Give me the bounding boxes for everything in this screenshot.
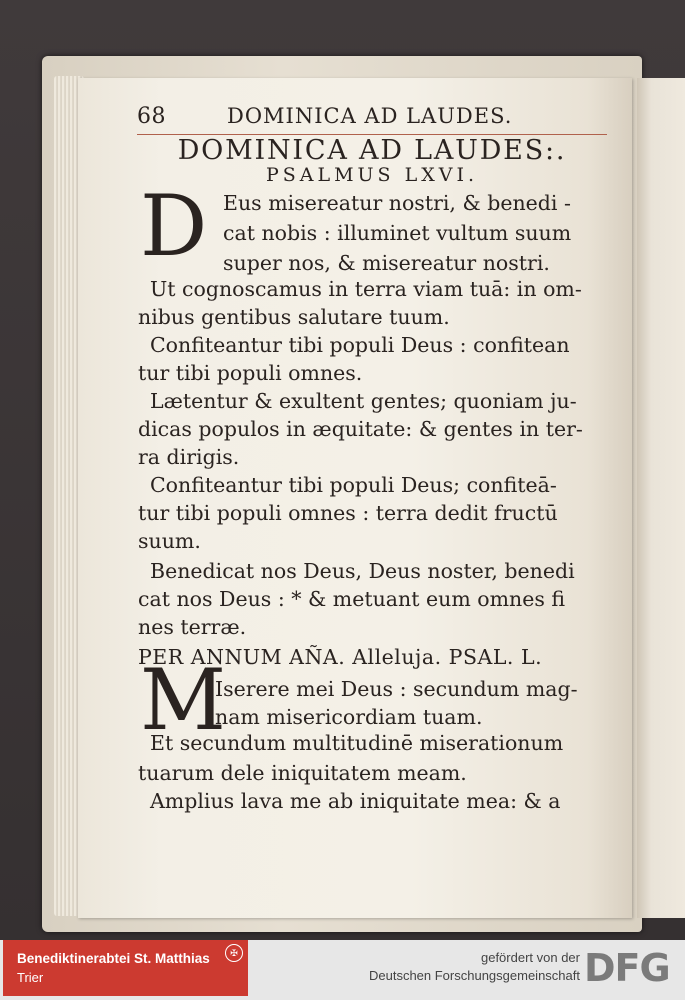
facing-page-edge [637,78,685,918]
page-header [137,100,607,135]
psalm-heading: PSALMUS LXVI. [265,164,479,186]
section-title: DOMINICA AD LAUDES:. [177,135,567,166]
drop-capital-d: D [140,177,208,275]
psalm-verse: Ut cognoscamus in terra viam tuā: in om- [150,277,582,301]
abbey-logo-icon: ✠ [225,944,243,962]
psalm-verse: Benedicat nos Deus, Deus noster, benedi [150,559,575,583]
dfg-logo: DFG [584,946,670,990]
psalm-line: nam misericordiam tuam. [215,705,483,729]
psalm-line: super nos, & misereatur nostri. [223,251,550,275]
institution-badge [3,940,248,996]
drop-capital-m: M [140,651,227,749]
psalm-line: Eus misereatur nostri, & benedi - [223,191,571,215]
institution-name: Benediktinerabtei St. Matthias [17,951,210,966]
psalm-verse: Confiteantur tibi populi Deus : confitean [150,333,570,357]
psalm-verse: Et secundum multitudinē miserationum [150,731,564,755]
psalm-line: cat nobis : illuminet vultum suum [223,221,572,245]
funder-name: Deutschen Forschungsgemeinschaft [368,968,580,983]
institution-city: Trier [17,970,44,985]
psalm-line: nibus gentibus salutare tuum. [138,305,450,329]
running-title: DOMINICA AD LAUDES. [227,104,513,128]
page-number: 68 [137,104,166,129]
psalm-line: tuarum dele iniquitatem meam. [138,761,467,785]
psalm-line: nes terræ. [138,615,247,639]
psalm-line: tur tibi populi omnes. [138,361,363,385]
footer-bar [0,940,685,1000]
psalm-line: ra dirigis. [138,445,240,469]
psalm-verse: Lætentur & exultent gentes; quoniam ju- [150,389,577,413]
psalm-verse: Amplius lava me ab iniquitate mea: & a [150,789,561,813]
psalm-line: dicas populos in æquitate: & gentes in ter- [138,417,583,441]
psalm-line: Iserere mei Deus : secundum mag- [215,677,578,701]
antiphon-rubric: PER ANNUM AÑA. Alleluja. PSAL. L. [138,645,543,669]
psalm-verse: Confiteantur tibi populi Deus; confiteā- [150,473,557,497]
funding-note: gefördert von der [480,950,580,965]
psalm-line: tur tibi populi omnes : terra dedit fructū [138,501,558,525]
psalm-line: suum. [138,529,201,553]
psalm-line: cat nos Deus : * & metuant eum omnes fi [138,587,566,611]
